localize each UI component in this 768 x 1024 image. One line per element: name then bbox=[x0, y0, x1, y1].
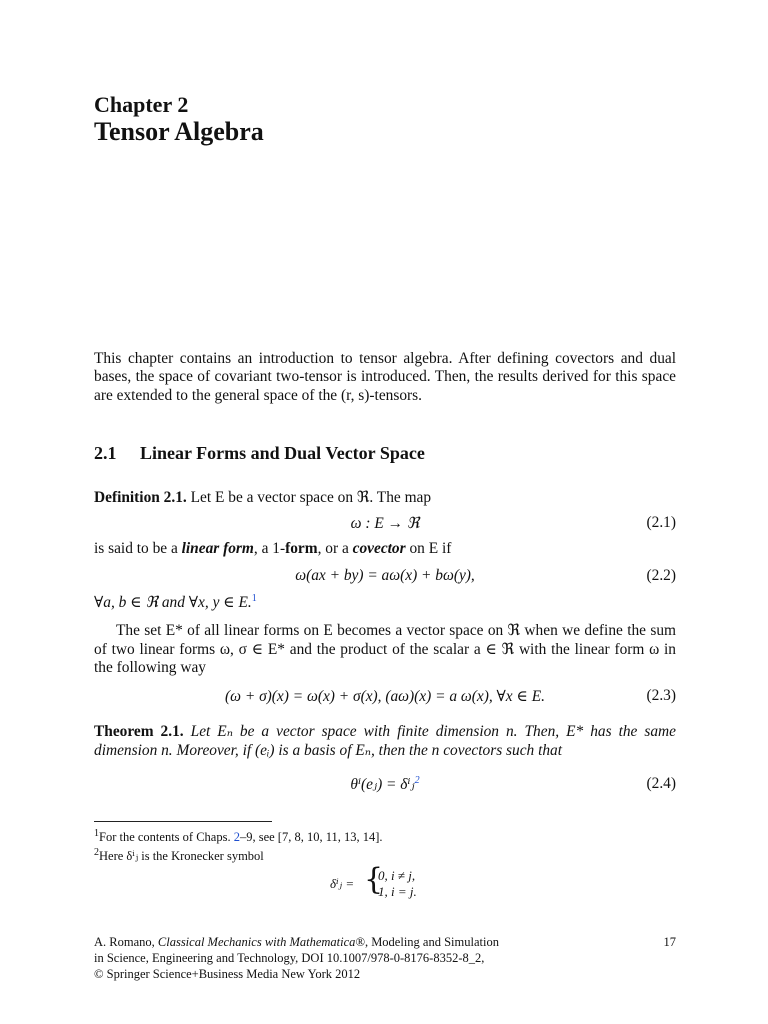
chapter-link[interactable]: 2 bbox=[233, 830, 240, 844]
footnote-number: 2 bbox=[94, 846, 99, 858]
theorem-label: Theorem 2.1. bbox=[94, 723, 184, 740]
citation-footer bbox=[94, 934, 676, 982]
linear-form-sentence bbox=[94, 540, 676, 559]
theorem-text: Let Eₙ be a vector space with finite dimension n. Then, E* has the same dimension n. Moreover, if (eᵢ) is a basis of Eₙ, then the n covectors such that bbox=[94, 723, 676, 759]
footnote-text: Here δⁱⱼ is the Kronecker symbol bbox=[99, 849, 264, 863]
equation-number: (2.2) bbox=[646, 567, 676, 584]
kronecker-cases bbox=[378, 868, 417, 900]
sentence-text: , or a bbox=[317, 540, 353, 557]
series-name: , Modeling and Simulation bbox=[364, 935, 499, 949]
sentence-text: on E if bbox=[405, 540, 452, 557]
section-number: 2.1 bbox=[94, 443, 117, 463]
equation-number: (2.1) bbox=[646, 514, 676, 531]
equation-2-1 bbox=[94, 514, 676, 534]
chapter-label: Chapter 2 bbox=[94, 92, 189, 117]
equation-2-4 bbox=[94, 775, 676, 795]
theorem-paragraph bbox=[94, 723, 676, 760]
footnote-ref-1[interactable]: 1 bbox=[251, 592, 257, 604]
equation-2-3 bbox=[94, 687, 676, 707]
definition-paragraph bbox=[94, 489, 676, 508]
page-number: 17 bbox=[663, 935, 676, 949]
equation-expression: θⁱ(eⱼ) = δⁱⱼ bbox=[350, 776, 415, 793]
definition-text: Let E be a vector space on ℜ. The map bbox=[190, 489, 432, 506]
footnote-text: For the contents of Chaps. bbox=[99, 830, 234, 844]
equation-expression: (ω + σ)(x) = ω(x) + σ(x), (aω)(x) = a ω(x), ∀x ∈ E. bbox=[225, 688, 545, 705]
sentence-text: is said to be a bbox=[94, 540, 182, 557]
term-linear-form: linear form bbox=[181, 540, 254, 557]
kronecker-case-1: 0, i ≠ j, bbox=[378, 868, 416, 883]
footnote-1 bbox=[94, 827, 383, 845]
equation-expression: ω(ax + by) = aω(x) + bω(y), bbox=[295, 567, 475, 584]
footnote-number: 1 bbox=[94, 827, 99, 839]
equation-number: (2.4) bbox=[646, 775, 676, 792]
citation-line-2: in Science, Engineering and Technology, DOI 10.1007/978-0-8176-8352-8_2, bbox=[94, 951, 485, 965]
kronecker-case-2: 1, i = j. bbox=[378, 884, 417, 899]
equation-expression-wrap bbox=[94, 775, 676, 794]
citation-line-3: © Springer Science+Business Media New York 2012 bbox=[94, 967, 361, 981]
paragraph-dual-space: The set E* of all linear forms on E becomes a vector space on ℜ when we define the sum of two linear forms ω, σ ∈ E* and the product of the scalar a ∈ ℜ with the linear form ω in the following way bbox=[94, 622, 676, 677]
citation-line-1 bbox=[94, 934, 676, 950]
equation-expression: ω : E → ℜ bbox=[350, 515, 420, 532]
footnote-2 bbox=[94, 846, 264, 864]
book-title: Classical Mechanics with Mathematica® bbox=[157, 935, 365, 949]
definition-label: Definition 2.1. bbox=[94, 489, 187, 506]
term-covector: covector bbox=[352, 540, 406, 557]
section-heading bbox=[94, 443, 425, 464]
equation-2-2 bbox=[94, 567, 676, 587]
forall-line bbox=[94, 594, 676, 613]
equation-number: (2.3) bbox=[646, 687, 676, 704]
left-brace: { bbox=[364, 862, 384, 897]
term-form: form bbox=[285, 540, 318, 557]
citation-author: A. Romano, bbox=[94, 935, 158, 949]
chapter-intro: This chapter contains an introduction to tensor algebra. After defining covectors and dual bases, the space of covariant two-tensor is introduced. Then, the results derived for this space are extended to the general space of the (r, s)-tensors. bbox=[94, 350, 676, 404]
kronecker-lhs: δⁱⱼ = bbox=[330, 876, 355, 891]
footnote-text: –9, see [7, 8, 10, 11, 13, 14]. bbox=[239, 830, 383, 844]
footnote-ref-2[interactable]: 2 bbox=[414, 774, 420, 786]
section-title: Linear Forms and Dual Vector Space bbox=[140, 443, 425, 463]
footnote-rule bbox=[94, 821, 272, 822]
chapter-title: Tensor Algebra bbox=[94, 117, 264, 146]
forall-text: ∀a, b ∈ ℜ and ∀x, y ∈ E. bbox=[94, 594, 252, 611]
sentence-text: , a 1- bbox=[253, 540, 286, 557]
